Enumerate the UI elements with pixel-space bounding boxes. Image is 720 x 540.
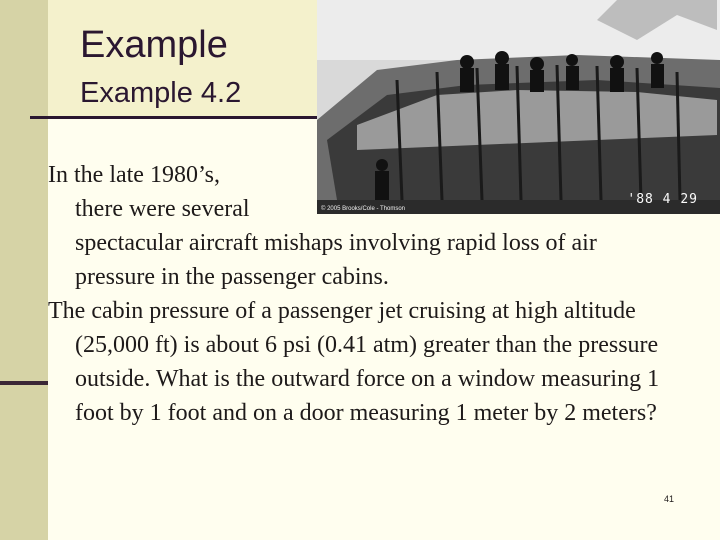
slide-title: Example xyxy=(80,24,228,66)
left-decorative-bar xyxy=(0,0,48,540)
title-underline xyxy=(30,116,330,119)
intro-line-1: In the late 1980’s, xyxy=(48,162,220,188)
side-accent-line xyxy=(0,381,48,385)
slide-body xyxy=(48,158,668,430)
paragraph-intro xyxy=(48,158,668,294)
photo-credit: © 2005 Brooks/Cole - Thomson xyxy=(321,206,406,212)
intro-line-2: there were several xyxy=(75,196,250,222)
photo-date-stamp: '88 4 29 xyxy=(627,192,698,207)
paragraph-question: The cabin pressure of a passenger jet cruising at high altitude (25,000 ft) is about 6 psi (0.41 atm) greater than the pressure outside. What is the outward force on a window measuring 1 foot by 1 foot and on a door measuring 1 meter by 2 meters? xyxy=(48,298,660,426)
intro-rest: spectacular aircraft mishaps involving rapid loss of air pressure in the passenger cabins. xyxy=(75,230,597,290)
slide-subtitle: Example 4.2 xyxy=(80,77,242,109)
page-number: 41 xyxy=(664,494,675,504)
